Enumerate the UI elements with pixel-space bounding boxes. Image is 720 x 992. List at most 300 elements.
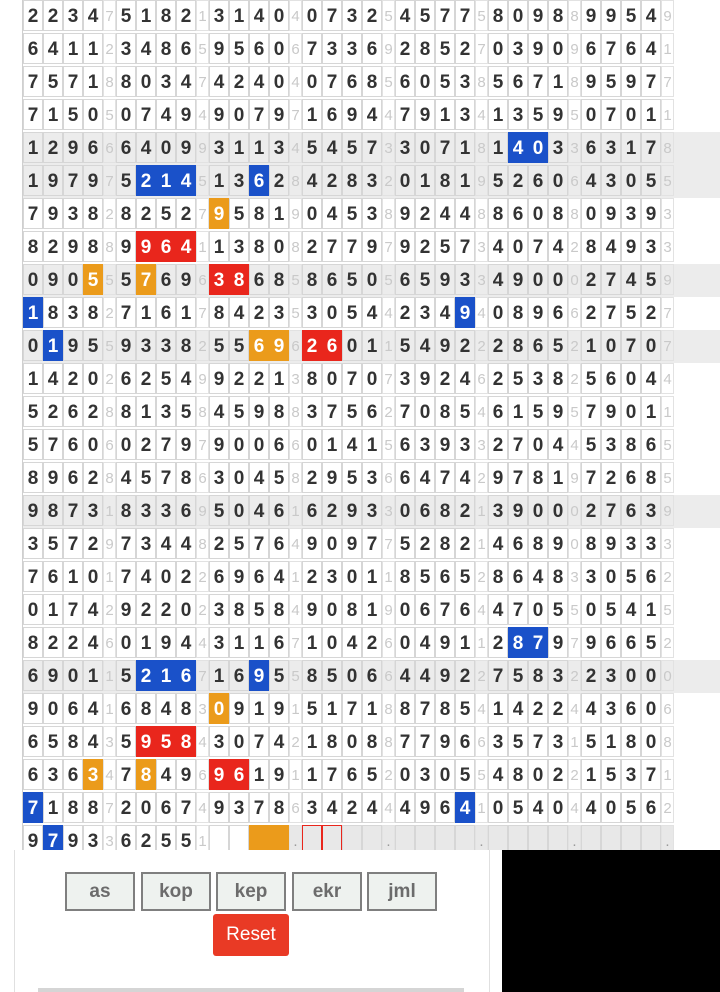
digit-cell: 2 [43,132,63,163]
digit-cell: 3 [302,792,322,823]
digit-cell: 3 [342,33,362,64]
digit-cell: 1 [322,429,342,460]
digit-cell: 6 [362,396,382,427]
digit-cell: 1 [43,99,63,130]
digit-cell: 2 [63,627,83,658]
digit-cell: 4 [322,792,342,823]
digit-cell: 1 [23,132,43,163]
separator-digit: 7 [289,627,302,658]
separator-digit: 3 [103,726,116,757]
digit-cell: 3 [581,561,601,592]
separator-digit: 5 [103,330,116,361]
digit-cell: 4 [209,396,229,427]
digit-cell: 8 [528,528,548,559]
digit-cell: 4 [621,594,641,625]
digit-cell: 7 [435,132,455,163]
digit-cell: 8 [641,462,661,493]
digit-cell: 1 [136,627,156,658]
digit-cell: 2 [302,231,322,262]
separator-digit: 1 [382,561,395,592]
marker-cell [209,825,229,850]
digit-cell: 9 [63,825,83,850]
digit-cell: 3 [269,297,289,328]
digit-cell: 0 [229,462,249,493]
empty-cell: . [475,825,488,850]
digit-cell: 6 [176,660,196,691]
digit-cell: 6 [302,495,322,526]
digit-cell: 8 [176,693,196,724]
digit-cell: 3 [455,99,475,130]
digit-cell: 2 [488,330,508,361]
digit-cell: 4 [415,462,435,493]
empty-cell [362,825,382,850]
digit-cell: 5 [455,561,475,592]
digit-cell: 0 [362,264,382,295]
digit-cell: 5 [548,330,568,361]
digit-cell: 7 [395,99,415,130]
digit-cell: 6 [229,759,249,790]
digit-cell: 9 [548,528,568,559]
separator-digit: 6 [382,462,395,493]
separator-digit: 7 [196,660,209,691]
separator-digit: 6 [196,462,209,493]
digit-cell: 6 [435,561,455,592]
digit-cell: 1 [83,66,103,97]
digit-cell: 9 [209,759,229,790]
kop-button[interactable]: kop [141,872,211,911]
digit-cell: 3 [209,264,229,295]
empty-cell: . [289,825,302,850]
digit-cell: 8 [435,396,455,427]
separator-digit: 0 [661,660,674,691]
digit-cell: 5 [269,660,289,691]
digit-cell: 6 [415,594,435,625]
digit-cell: 5 [322,660,342,691]
grid-row [23,198,720,231]
separator-digit: 3 [103,825,116,850]
digit-cell: 8 [23,462,43,493]
separator-digit: 1 [661,33,674,64]
digit-cell: 4 [176,165,196,196]
digit-cell: 9 [641,198,661,229]
separator-digit: 5 [103,264,116,295]
digit-cell: 9 [581,0,601,31]
digit-cell: 8 [43,297,63,328]
digit-cell: 0 [415,66,435,97]
digit-cell: 2 [362,0,382,31]
digit-cell: 3 [209,0,229,31]
digit-cell: 8 [229,594,249,625]
digit-cell: 5 [488,66,508,97]
ekr-button[interactable]: ekr [292,872,362,911]
digit-cell: 3 [229,165,249,196]
digit-cell: 8 [508,297,528,328]
digit-cell: 9 [116,330,136,361]
separator-digit: 5 [382,0,395,31]
separator-digit: 4 [661,363,674,394]
digit-cell: 3 [156,396,176,427]
digit-cell: 7 [322,66,342,97]
digit-cell: 1 [415,165,435,196]
left-strip [0,0,22,992]
digit-cell: 7 [23,198,43,229]
digit-cell: 1 [209,231,229,262]
digit-cell: 5 [342,132,362,163]
digit-cell: 9 [581,627,601,658]
digit-cell: 4 [269,726,289,757]
separator-digit: 6 [289,33,302,64]
digit-cell: 7 [601,264,621,295]
digit-cell: 7 [116,561,136,592]
separator-digit: 9 [568,462,581,493]
digit-cell: 1 [209,165,229,196]
digit-cell: 5 [508,726,528,757]
digit-cell: 6 [395,462,415,493]
digit-cell: 2 [581,495,601,526]
digit-cell: 3 [362,198,382,229]
digit-cell: 6 [269,495,289,526]
digit-cell: 0 [395,594,415,625]
digit-cell: 5 [269,462,289,493]
as-button[interactable]: as [65,872,135,911]
digit-cell: 4 [176,363,196,394]
separator-digit: 2 [289,726,302,757]
digit-cell: 9 [342,528,362,559]
digit-cell: 4 [455,198,475,229]
digit-cell: 6 [249,264,269,295]
empty-cell [601,825,621,850]
digit-cell: 4 [362,297,382,328]
digit-cell: 2 [136,594,156,625]
separator-digit: 6 [661,693,674,724]
digit-cell: 3 [209,627,229,658]
empty-cell [528,825,548,850]
digit-cell: 7 [322,0,342,31]
separator-digit: 8 [103,66,116,97]
separator-digit: 3 [661,198,674,229]
digit-cell: 9 [249,660,269,691]
digit-cell: 4 [342,627,362,658]
empty-cell [621,825,641,850]
digit-cell: 7 [581,462,601,493]
jml-button[interactable]: jml [367,872,437,911]
digit-cell: 6 [63,693,83,724]
separator-digit: 4 [289,594,302,625]
separator-digit: 5 [661,429,674,460]
digit-cell: 8 [362,66,382,97]
digit-cell: 9 [229,561,249,592]
digit-cell: 4 [322,198,342,229]
digit-cell: 7 [528,66,548,97]
separator-digit: 8 [382,726,395,757]
separator-digit: 7 [289,99,302,130]
digit-cell: 7 [43,825,63,850]
separator-digit: 5 [568,99,581,130]
digit-cell: 0 [528,594,548,625]
digit-cell: 6 [176,33,196,64]
separator-digit: 2 [475,660,488,691]
digit-cell: 7 [63,66,83,97]
empty-cell [455,825,475,850]
digit-cell: 5 [435,33,455,64]
grid-row [23,132,720,165]
digit-cell: 8 [156,0,176,31]
digit-cell: 6 [548,297,568,328]
digit-cell: 6 [455,594,475,625]
separator-digit: 9 [661,495,674,526]
digit-cell: 2 [415,528,435,559]
digit-cell: 4 [641,0,661,31]
digit-cell: 6 [63,462,83,493]
separator-digit: 9 [196,363,209,394]
digit-cell: 0 [601,792,621,823]
separator-digit: 7 [382,231,395,262]
digit-cell: 6 [116,693,136,724]
separator-digit: 3 [196,693,209,724]
digit-cell: 0 [548,264,568,295]
digit-cell: 1 [508,396,528,427]
digit-cell: 9 [23,693,43,724]
digit-cell: 9 [116,594,136,625]
digit-cell: 6 [249,33,269,64]
digit-cell: 0 [508,0,528,31]
digit-cell: 9 [43,264,63,295]
digit-cell: 9 [269,99,289,130]
digit-cell: 2 [23,0,43,31]
digit-cell: 1 [302,627,322,658]
digit-cell: 9 [209,99,229,130]
separator-digit: 2 [475,462,488,493]
grid-row [23,363,720,396]
digit-cell: 5 [508,363,528,394]
grid-row [23,429,720,462]
digit-cell: 4 [488,759,508,790]
digit-cell: 4 [508,132,528,163]
separator-digit: 8 [568,0,581,31]
separator-digit: 4 [103,759,116,790]
digit-cell: 4 [229,297,249,328]
digit-cell: 9 [488,462,508,493]
digit-cell: 2 [488,627,508,658]
digit-cell: 3 [209,594,229,625]
digit-cell: 4 [581,165,601,196]
kep-button[interactable]: kep [216,872,286,911]
digit-cell: 0 [488,297,508,328]
black-panel [502,850,720,992]
digit-cell: 1 [83,33,103,64]
digit-cell: 8 [136,693,156,724]
digit-cell: 4 [488,231,508,262]
separator-digit: 2 [382,759,395,790]
digit-cell: 5 [342,297,362,328]
digit-cell: 9 [269,759,289,790]
digit-cell: 1 [136,297,156,328]
digit-cell: 7 [641,759,661,790]
digit-cell: 1 [249,132,269,163]
digit-cell: 0 [302,0,322,31]
digit-cell: 0 [435,759,455,790]
digit-cell: 3 [322,33,342,64]
digit-cell: 7 [63,495,83,526]
digit-cell: 7 [249,99,269,130]
digit-cell: 9 [601,198,621,229]
separator-digit: 0 [568,528,581,559]
digit-cell: 2 [581,660,601,691]
digit-cell: 5 [455,759,475,790]
digit-cell: 6 [63,759,83,790]
digit-cell: 2 [455,33,475,64]
digit-cell: 2 [395,297,415,328]
grid-row [23,231,720,264]
digit-cell: 0 [322,363,342,394]
digit-cell: 5 [601,66,621,97]
separator-digit: 9 [568,33,581,64]
digit-cell: 7 [322,231,342,262]
digit-cell: 2 [136,198,156,229]
digit-cell: 4 [269,561,289,592]
digit-cell: 7 [601,297,621,328]
digit-cell: 9 [229,693,249,724]
digit-cell: 8 [23,231,43,262]
digit-cell: 9 [395,231,415,262]
separator-digit: 4 [568,693,581,724]
digit-cell: 2 [302,330,322,361]
digit-cell: 4 [435,198,455,229]
digit-cell: 0 [415,132,435,163]
digit-cell: 3 [488,495,508,526]
separator-digit: 5 [289,297,302,328]
digit-cell: 6 [63,396,83,427]
digit-cell: 8 [136,759,156,790]
digit-cell: 7 [508,594,528,625]
digit-cell: 0 [548,792,568,823]
separator-digit: 4 [568,429,581,460]
digit-cell: 7 [455,231,475,262]
separator-digit: 2 [103,198,116,229]
digit-cell: 0 [342,561,362,592]
digit-cell: 7 [23,99,43,130]
empty-cell [548,825,568,850]
digit-cell: 2 [362,627,382,658]
separator-digit: 4 [475,396,488,427]
digit-cell: 6 [528,330,548,361]
digit-cell: 6 [395,429,415,460]
digit-cell: 4 [415,330,435,361]
digit-cell: 6 [508,66,528,97]
digit-cell: 2 [342,792,362,823]
digit-cell: 2 [43,231,63,262]
digit-cell: 2 [136,660,156,691]
digit-cell: 6 [621,627,641,658]
digit-cell: 3 [83,825,103,850]
digit-cell: 2 [83,528,103,559]
digit-cell: 2 [455,660,475,691]
digit-cell: 6 [322,99,342,130]
digit-cell: 7 [415,726,435,757]
separator-digit: 4 [196,99,209,130]
separator-digit: 1 [568,726,581,757]
digit-cell: 1 [269,363,289,394]
digit-cell: 2 [43,627,63,658]
digit-cell: 1 [362,594,382,625]
digit-cell: 6 [269,429,289,460]
digit-cell: 0 [641,660,661,691]
separator-digit: 5 [382,66,395,97]
digit-cell: 4 [302,165,322,196]
separator-digit: 1 [289,759,302,790]
digit-cell: 9 [435,264,455,295]
digit-cell: 0 [621,99,641,130]
digit-cell: 9 [136,726,156,757]
digit-cell: 4 [322,132,342,163]
digit-cell: 7 [136,99,156,130]
digit-cell: 6 [508,198,528,229]
digit-cell: 9 [43,198,63,229]
digit-cell: 4 [641,33,661,64]
reset-button[interactable]: Reset [213,914,289,956]
separator-digit: 2 [568,759,581,790]
separator-digit: 2 [103,594,116,625]
digit-cell: 6 [23,660,43,691]
grid-row [23,264,720,297]
digit-cell: 7 [508,429,528,460]
digit-cell: 1 [488,99,508,130]
digit-cell: 6 [641,429,661,460]
digit-cell: 0 [322,528,342,559]
digit-cell: 8 [508,627,528,658]
digit-cell: 6 [455,726,475,757]
digit-cell: 6 [581,132,601,163]
digit-cell: 0 [83,363,103,394]
digit-cell: 7 [63,528,83,559]
digit-cell: 9 [621,66,641,97]
digit-cell: 2 [156,594,176,625]
digit-cell: 0 [136,66,156,97]
digit-cell: 8 [249,231,269,262]
digit-cell: 1 [302,759,322,790]
digit-cell: 5 [116,264,136,295]
empty-cell: . [568,825,581,850]
digit-cell: 5 [342,198,362,229]
digit-cell: 0 [63,660,83,691]
digit-cell: 7 [362,132,382,163]
digit-cell: 2 [176,0,196,31]
digit-cell: 3 [641,528,661,559]
digit-cell: 0 [601,330,621,361]
digit-cell: 1 [23,165,43,196]
digit-cell: 5 [621,561,641,592]
digit-cell: 6 [641,561,661,592]
digit-cell: 0 [229,429,249,460]
grid-row [23,594,720,627]
separator-digit: 9 [475,165,488,196]
digit-cell: 8 [269,396,289,427]
digit-cell: 3 [362,495,382,526]
separator-digit: 3 [661,231,674,262]
digit-cell: 4 [528,561,548,592]
digit-cell: 4 [581,792,601,823]
separator-digit: 5 [568,396,581,427]
digit-cell: 7 [176,792,196,823]
digit-cell: 6 [116,363,136,394]
digit-cell: 2 [83,396,103,427]
digit-cell: 7 [302,33,322,64]
digit-cell: 2 [63,363,83,394]
digit-cell: 1 [641,594,661,625]
digit-cell: 3 [601,165,621,196]
digit-cell: 9 [455,297,475,328]
digit-cell: 0 [395,759,415,790]
